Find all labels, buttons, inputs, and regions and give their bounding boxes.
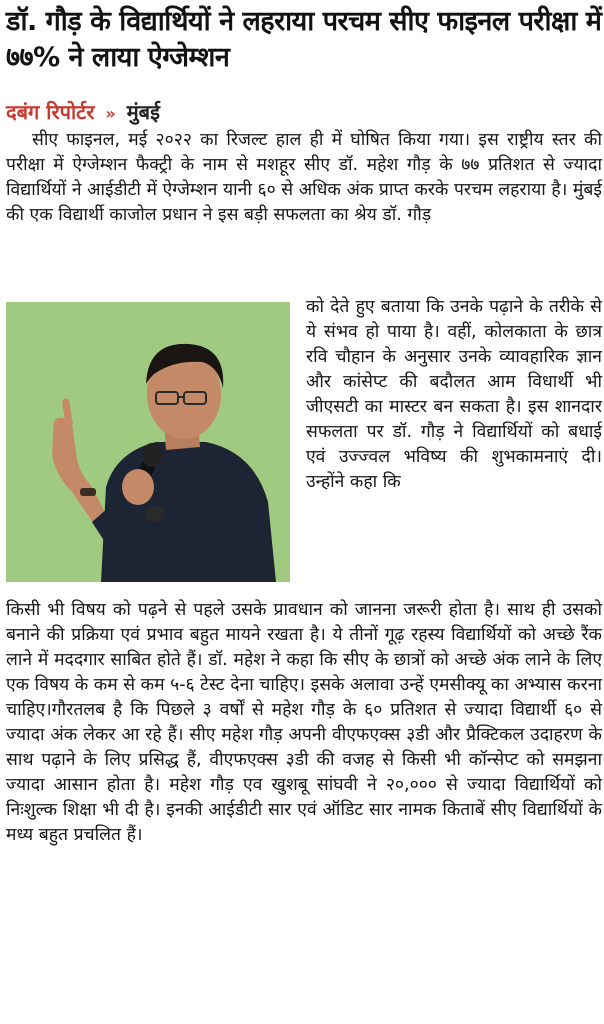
paragraph-intro: सीए फाइनल, मई २०२२ का रिजल्ट हाल ही में घोषित किया गया। इस राष्ट्रीय स्तर की परीक्षा में ऐग्जेम्शन फैक्ट्री के नाम से मशहूर सीए डॉ. महेश गौड़ के ७७ प्रतिशत से ज्यादा विद्यार्थियों ने आईडीटी में ऐग्जेम्शन यानी ६० से अधिक अंक प्राप्त करके परचम लहराया है। मुंबई की एक विद्यार्थी काजोल प्रधान ने इस बड़ी सफलता का श्रेय डॉ. गौड़ [6,130,602,225]
byline-city: मुंबई [126,100,160,124]
byline [6,98,160,126]
paragraph-side: को देते हुए बताया कि उनके पढ़ाने के तरीके से ये संभव हो पाया है। वहीं, कोलकाता के छात्र रवि चौहान के अनुसार उनके व्यावहारिक ज्ञान और कांसेप्ट की बदौलत आम विधार्थी भी जीएसटी का मास्टर बन सकता है। इस शानदार सफलता पर डॉ. गौड़ ने विद्यार्थियों को बधाई एवं उज्ज्वल भविष्य की शुभकामनाएं दी। उन्होंने कहा कि [306,297,602,492]
paragraph-main: किसी भी विषय को पढ़ने से पहले उसके प्रावधान को जानना जरूरी होता है। साथ ही उसको बनाने की प्रक्रिया एवं प्रभाव बहुत मायने रखता है। ये तीनों गूढ़ रहस्य विद्यार्थियों को अच्छे रैंक लाने में मददगार साबित होते हैं। डॉ. महेश ने कहा कि सीए के छात्रों को अच्छे अंक लाने के लिए एक विषय के कम से कम ५-६ टेस्ट देना चाहिए। इसके अलावा उन्हें एमसीक्यू का अभ्यास करना चाहिए।गौरतलब है कि पिछले ३ वर्षों से महेश गौड़ के ६० प्रतिशत से ज्यादा विद्यार्थी ६० से ज्यादा अंक लेकर आ रहे हैं। सीए महेश गौड़ अपनी वीएफएक्स ३डी और प्रैक्टिकल उदाहरण के साथ पढ़ाने के लिए प्रसिद्ध हैं, वीएफएक्स ३डी की वजह से किसी भी कॉन्सेप्ट को समझना ज्यादा आसान होता है। महेश गौड़ एव खुशबू सांघवी ने २०,००० से ज्यादा विद्यार्थियों को निःशुल्क शिक्षा भी दी है। इनकी आईडीटी सार एवं ऑडिट सार नामक किताबें सीए विद्यार्थियों के मध्य बहुत प्रचलित हैं। [6,600,603,845]
headline: डॉ. गौड़ के विद्यार्थियों ने लहराया परचम सीए फाइनल परीक्षा में ७७% ने लाया ऐग्जेम्शन [6,6,602,73]
speaker-photo [6,302,290,582]
byline-separator: » [105,104,116,123]
byline-reporter: दबंग रिपोर्टर [6,100,95,124]
speaker-with-microphone-photo-icon [6,302,290,582]
